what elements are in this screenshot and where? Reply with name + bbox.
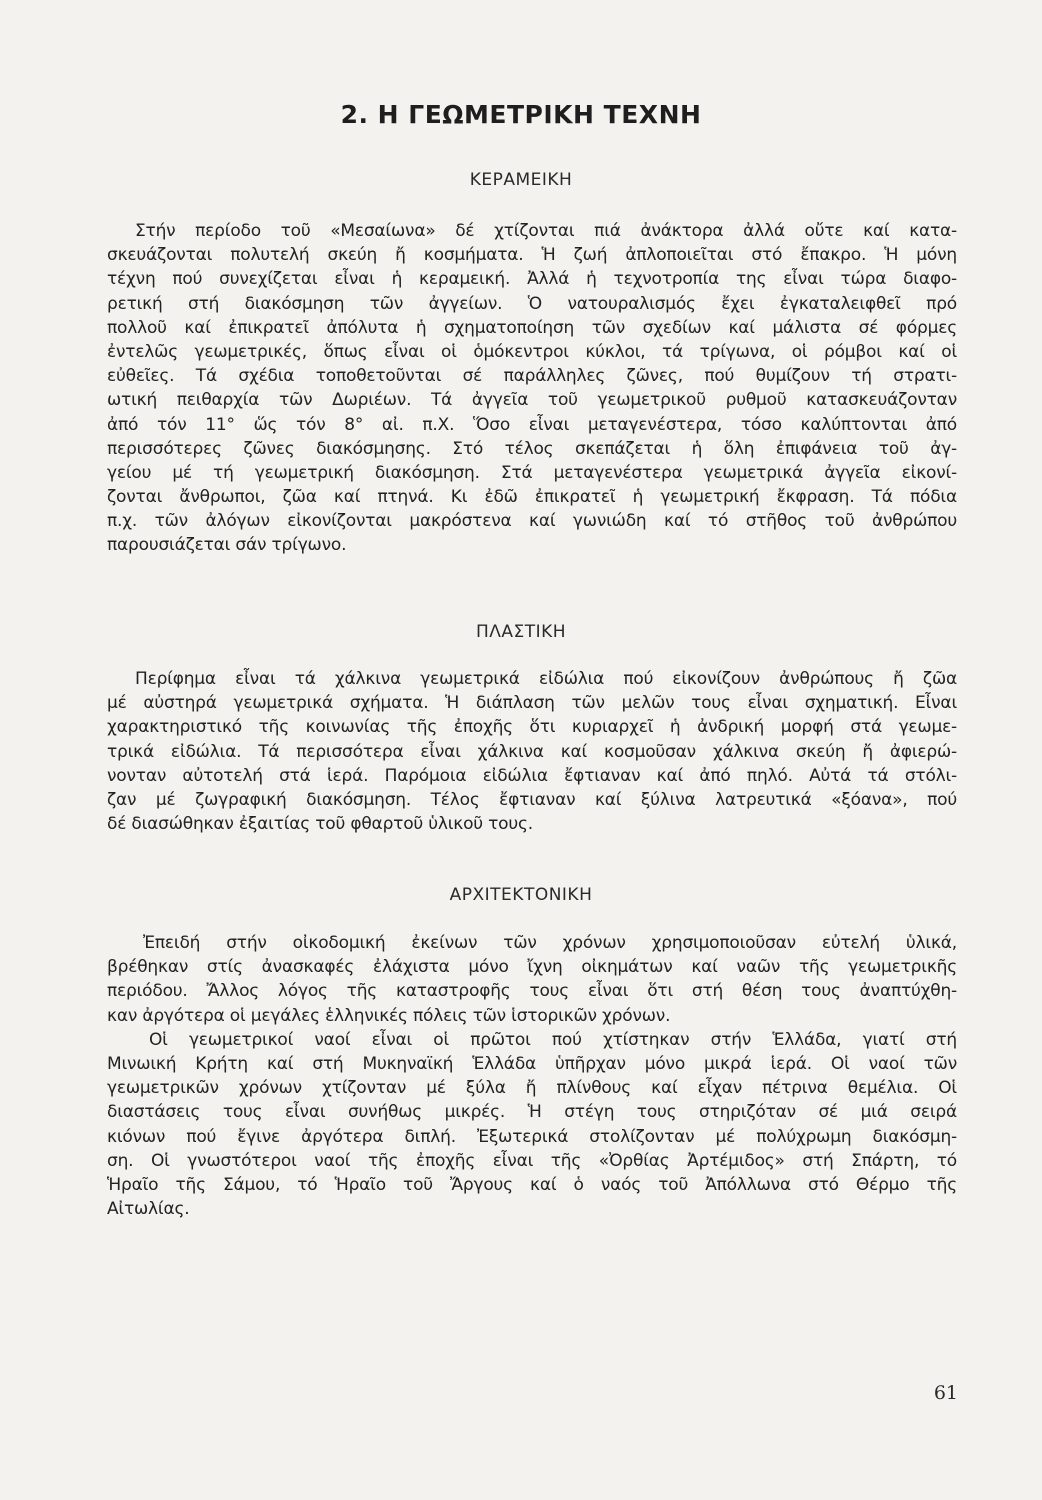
paragraph-line: Ἐπειδή στήν οἰκοδομική ἐκείνων τῶν χρόνων χρησιμοποιοῦσαν εὐτελή ὑλικά, [143,933,957,953]
paragraph-line: χαρακτηριστικό τῆς κοινωνίας τῆς ἐποχῆς ὅτι κυριαρχεῖ ἡ ἀνδρική μορφή στά γεωμε- [107,717,957,738]
paragraph-line: Στήν περίοδο τοῦ «Μεσαίωνα» δέ χτίζονται πιά ἀνάκτορα ἀλλά οὔτε καί κατα- [135,221,957,241]
chapter-title: 2. Η ΓΕΩΜΕΤΡΙΚΗ ΤΕΧΝΗ [340,100,702,129]
paragraph-line: γείου μέ τή γεωμετρική διακόσμηση. Στά μεταγενέστερα γεωμετρικά ἀγγεῖα εἰκονί- [107,462,957,483]
section-body-ceramics [107,219,957,558]
paragraph-line: δέ διασώθηκαν ἐξαιτίας τοῦ φθαρτοῦ ὑλικοῦ τους. [107,814,533,835]
paragraph-line: βρέθηκαν στίς ἀνασκαφές ἐλάχιστα μόνο ἴχνη οἰκημάτων καί ναῶν τῆς γεωμετρικῆς [107,957,957,978]
paragraph-line: Αἰτωλίας. [107,1199,190,1220]
paragraph-line: σκευάζονται πολυτελή σκεύη ἤ κοσμήματα. Ἡ ζωή ἀπλοποιεῖται στό ἔπακρο. Ἡ μόνη [107,245,957,266]
section-heading-sculpture: ΠΛΑΣΤΙΚΗ [475,622,567,642]
paragraph-line: ωτική πειθαρχία τῶν Δωριέων. Τά ἀγγεῖα τοῦ γεωμετρικοῦ ρυθμοῦ κατασκευάζονταν [107,390,957,411]
section-body-architecture [107,931,957,1221]
paragraph-line: κιόνων πού ἔγινε ἀργότερα διπλή. Ἐξωτερικά στολίζονταν μέ πολύχρωμη διακόσμη- [107,1126,957,1147]
page-number: 61 [933,1382,958,1404]
paragraph-line: Οἱ γεωμετρικοί ναοί εἶναι οἱ πρῶτοι πού χτίστηκαν στήν Ἑλλάδα, γιατί στή [149,1029,957,1050]
paragraph-line: μέ αὐστηρά γεωμετρικά σχήματα. Ἡ διάπλαση τῶν μελῶν τους εἶναι σχηματική. Εἶναι [107,693,957,714]
section-body-sculpture [107,667,957,836]
paragraph-line: πολλοῦ καί ἐπικρατεῖ ἀπόλυτα ἡ σχηματοποίηση τῶν σχεδίων καί μάλιστα σέ φόρμες [107,317,957,338]
paragraph-line: Μινωική Κρήτη καί στή Μυκηναϊκή Ἑλλάδα ὑπῆρχαν μόνο μικρά ἱερά. Οἱ ναοί τῶν [107,1053,957,1074]
paragraph-line: τέχνη πού συνεχίζεται εἶναι ἡ κεραμεική. Ἀλλά ἡ τεχνοτροπία της εἶναι τώρα διαφο- [107,269,957,290]
paragraph-line: ἐντελῶς γεωμετρικές, ὅπως εἶναι οἱ ὁμόκεντροι κύκλοι, τά τρίγωνα, οἱ ρόμβοι καί οἱ [107,341,957,362]
paragraph-line: Ἡραῖο τῆς Σάμου, τό Ἡραῖο τοῦ Ἄργους καί ὁ ναός τοῦ Ἀπόλλωνα στό Θέρμο τῆς [107,1174,957,1195]
paragraph-line: Περίφημα εἶναι τά χάλκινα γεωμετρικά εἰδώλια πού εἰκονίζουν ἀνθρώπους ἤ ζῶα [135,669,957,689]
paragraph-line: π.χ. τῶν ἀλόγων εἰκονίζονται μακρόστενα καί γωνιώδη καί τό στῆθος τοῦ ἀνθρώπου [107,511,957,532]
paragraph-line: νονταν αὐτοτελή στά ἱερά. Παρόμοια εἰδώλια ἔφτιαναν καί ἀπό πηλό. Αὐτά τά στόλι- [107,765,957,786]
paragraph-line: γεωμετρικῶν χρόνων χτίζονταν μέ ξύλα ἤ πλίνθους καί εἶχαν πέτρινα θεμέλια. Οἱ [107,1078,957,1099]
paragraph-line: καν ἀργότερα οἱ μεγάλες ἑλληνικές πόλεις τῶν ἱστορικῶν χρόνων. [107,1005,671,1026]
paragraph-line: ζονται ἄνθρωποι, ζῶα καί πτηνά. Κι ἐδῶ ἐπικρατεῖ ἡ γεωμετρική ἔκφραση. Τά πόδια [107,487,957,508]
paragraph-line: εὐθεῖες. Τά σχέδια τοποθετοῦνται σέ παράλληλες ζῶνες, πού θυμίζουν τή στρατι- [107,366,957,387]
paragraph-line: ρετική στή διακόσμηση τῶν ἀγγείων. Ὁ νατουραλισμός ἔχει ἐγκαταλειφθεῖ πρό [107,293,957,314]
paragraph-line: ση. Οἱ γνωστότεροι ναοί τῆς ἐποχῆς εἶναι τῆς «Ὀρθίας Ἀρτέμιδος» στή Σπάρτη, τό [107,1150,957,1171]
section-heading-architecture: ΑΡΧΙΤΕΚΤΟΝΙΚΗ [449,885,593,905]
section-heading-ceramics: ΚΕΡΑΜΕΙΚΗ [469,170,573,190]
paragraph-line: ἀπό τόν 11° ὥς τόν 8° αἰ. π.Χ. Ὅσο εἶναι μεταγενέστερα, τόσο καλύπτονται ἀπό [107,414,957,435]
paragraph-line: παρουσιάζεται σάν τρίγωνο. [107,535,347,556]
paragraph-line: τρικά εἰδώλια. Τά περισσότερα εἶναι χάλκινα καί κοσμοῦσαν χάλκινα σκεύη ἤ ἀφιερώ- [107,741,957,762]
paragraph-line: διαστάσεις τους εἶναι συνήθως μικρές. Ἡ στέγη τους στηριζόταν σέ μιά σειρά [107,1102,957,1123]
paragraph-line: ζαν μέ ζωγραφική διακόσμηση. Τέλος ἔφτιαναν καί ξύλινα λατρευτικά «ξόανα», πού [107,789,957,810]
paragraph-line: περιόδου. Ἄλλος λόγος τῆς καταστροφῆς τους εἶναι ὅτι στή θέση τους ἀναπτύχθη- [107,981,957,1002]
paragraph-line: περισσότερες ζῶνες διακόσμησης. Στό τέλος σκεπάζεται ἡ ὅλη ἐπιφάνεια τοῦ ἀγ- [107,438,957,459]
